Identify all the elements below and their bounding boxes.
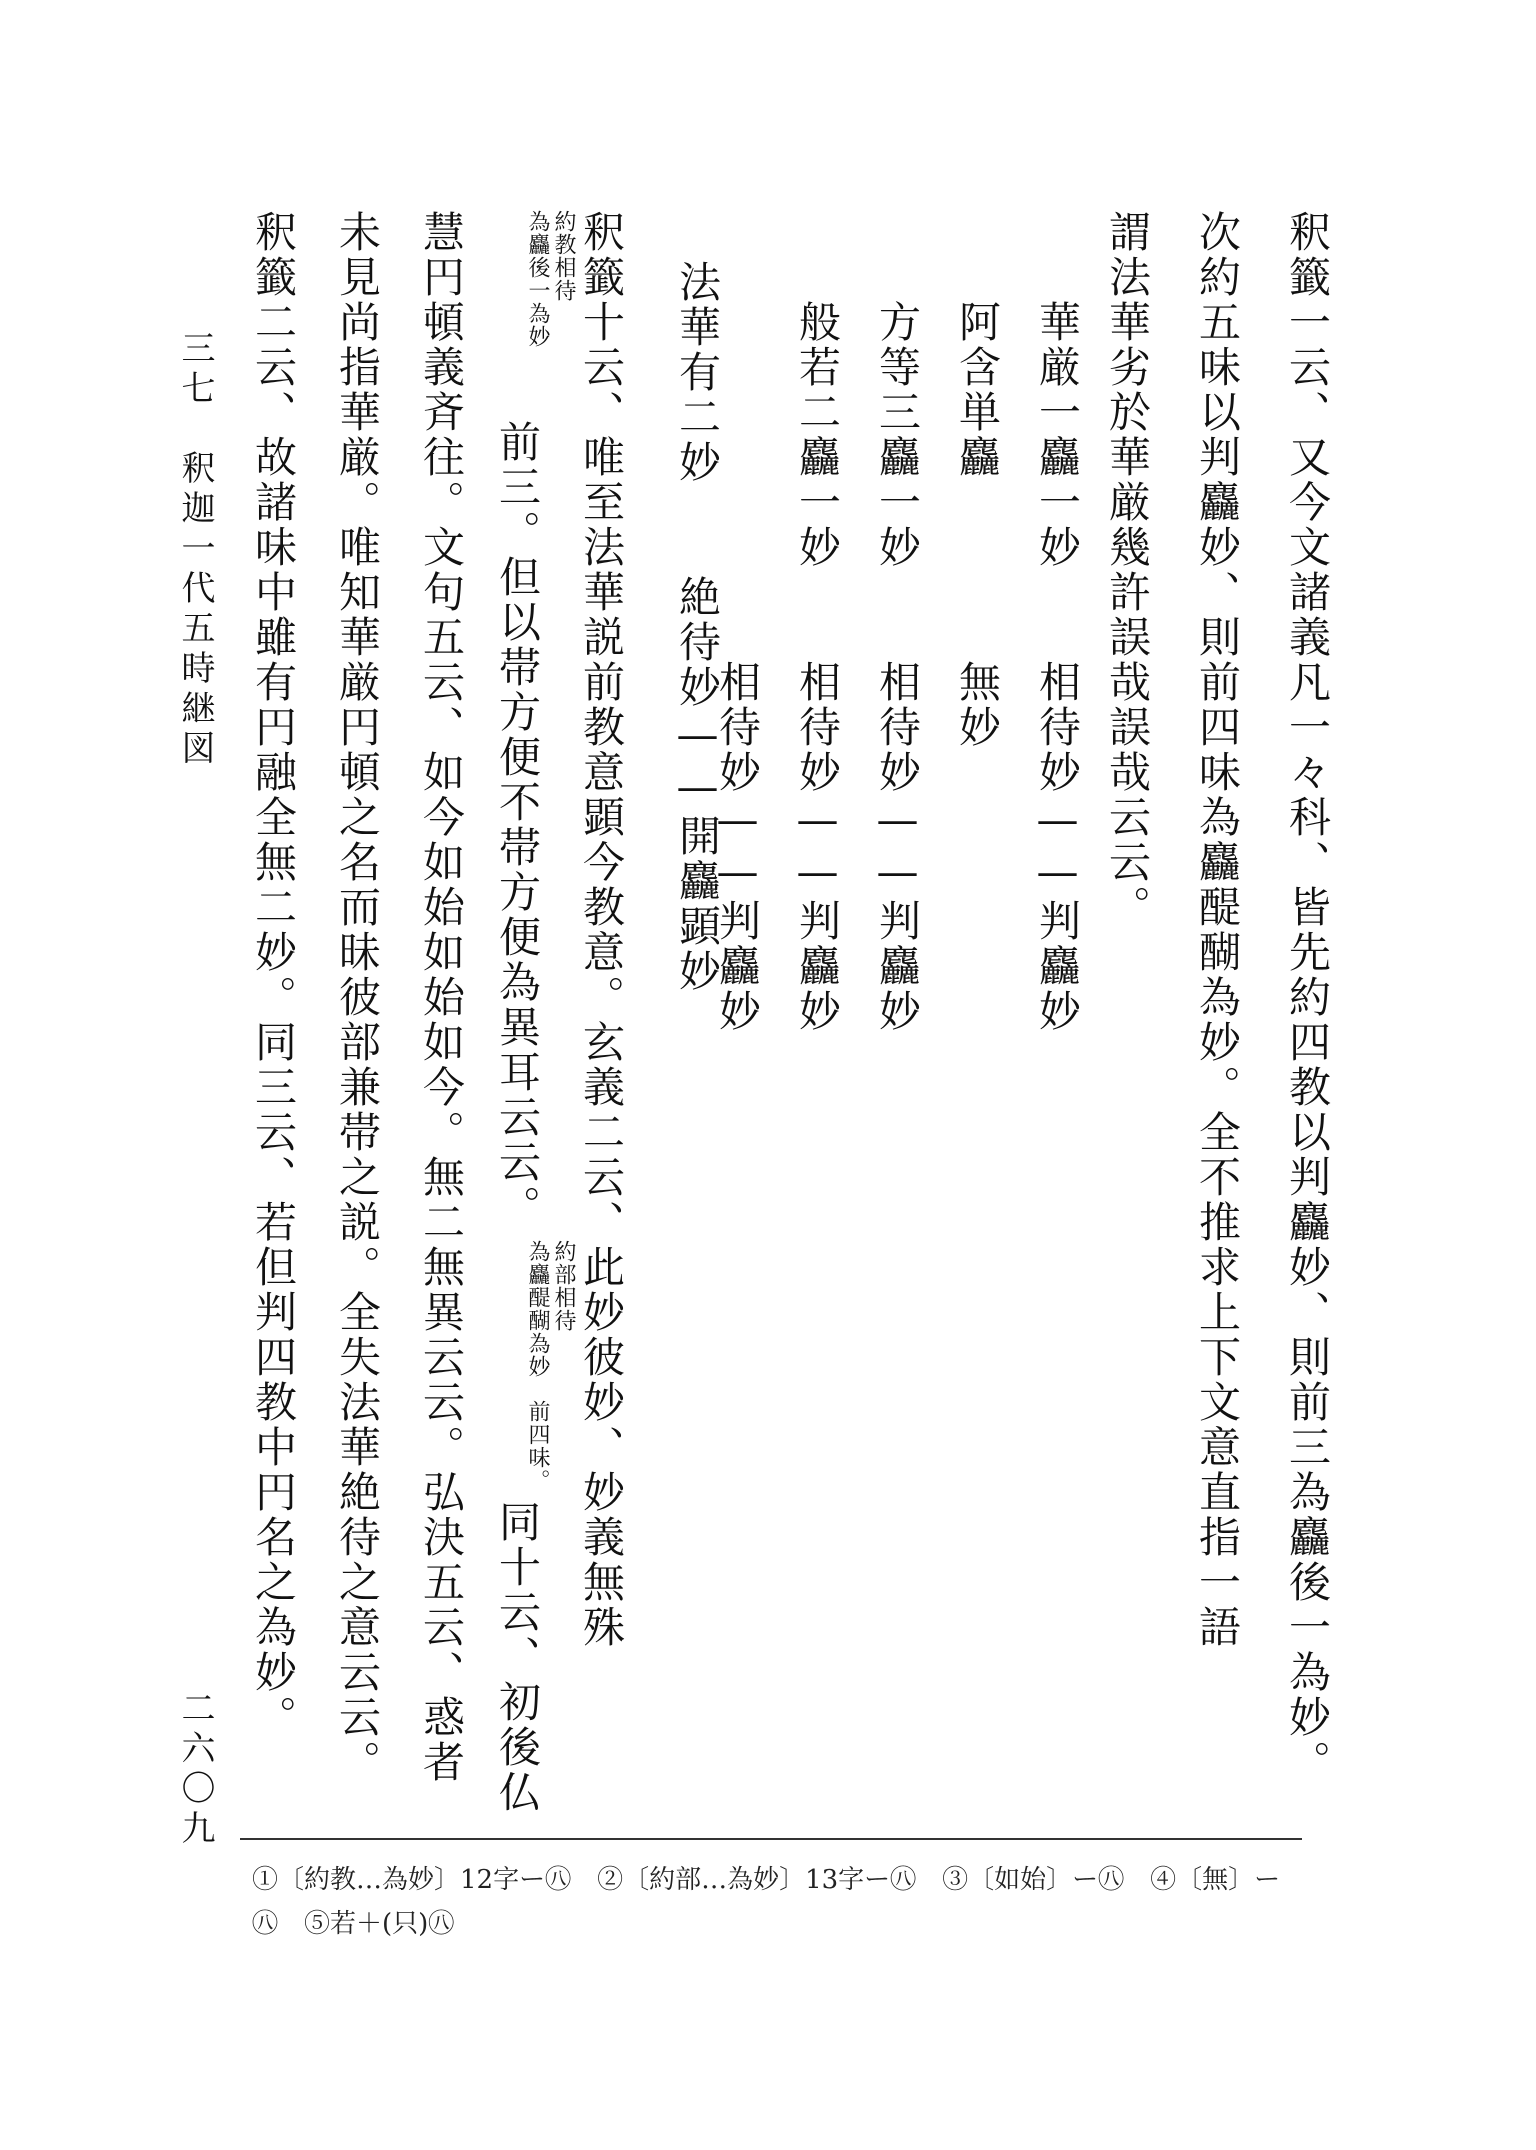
- note-same: 同十云、初後仏: [493, 1500, 542, 1815]
- text-column-5: 前三。但以帯方便不帯方便為異耳云云。: [493, 420, 542, 1230]
- note-1b: 為麤後一為妙: [525, 210, 550, 348]
- text-column-7: 未見尚指華厳。唯知華厳円頓之名而昧彼部兼帯之説。全失法華絶待之意云云。: [333, 210, 382, 1785]
- note-2c: 前四味。: [525, 1400, 550, 1492]
- section-title: 釈迦一代五時継図: [175, 450, 215, 770]
- table-row-lotus-relative: 相待妙——判麤妙: [713, 300, 762, 1034]
- table-row-fangdeng: 方等三麤一妙 相待妙——判麤妙: [873, 300, 922, 1034]
- note-1: 約教相待: [551, 210, 576, 302]
- footnotes: ①〔約教…為妙〕12字ー㊇ ②〔約部…為妙〕13字ー㊇ ③〔如始〕ー㊇ ④〔無〕ー㊇ ⑤若＋(只)㊇: [252, 1865, 1281, 1939]
- text-column-6: 慧円頓義斉往。文句五云、如今如始如始如今。無二無異云云。弘決五云、惑者: [417, 210, 466, 1785]
- table-row-agama: 阿含単麤 無妙: [953, 300, 1002, 750]
- table-row-huayan: 華厳一麤一妙 相待妙——判麤妙: [1033, 300, 1082, 1034]
- table-row-lotus-absolute: 法華有二妙 絶待妙——開麤顕妙: [673, 260, 722, 994]
- footnote-divider: [240, 1838, 1302, 1840]
- text-column-4: 釈籤十云、唯至法華説前教意顕今教意。玄義二云、此妙彼妙、妙義無殊: [577, 210, 626, 1650]
- note-2b: 為麤醍醐為妙: [525, 1240, 550, 1378]
- note-2: 約部相待: [551, 1240, 576, 1332]
- text-column-3: 謂法華劣於華厳幾許誤哉誤哉云云。: [1103, 210, 1152, 930]
- page-number: 二六〇九: [175, 1690, 215, 1850]
- table-row-prajna: 般若二麤一妙 相待妙——判麤妙: [793, 300, 842, 1034]
- text-column-8: 釈籤二云、故諸味中雖有円融全無二妙。同三云、若但判四教中円名之為妙。: [249, 210, 298, 1740]
- text-column-2: 次約五味以判麤妙、則前四味為麤醍醐為妙。全不推求上下文意直指一語: [1193, 210, 1242, 1650]
- section-number: 三七: [175, 330, 215, 410]
- text-column-1: 釈籤一云、又今文諸義凡一々科、皆先約四教以判麤妙、則前三為麤後一為妙。: [1283, 210, 1332, 1785]
